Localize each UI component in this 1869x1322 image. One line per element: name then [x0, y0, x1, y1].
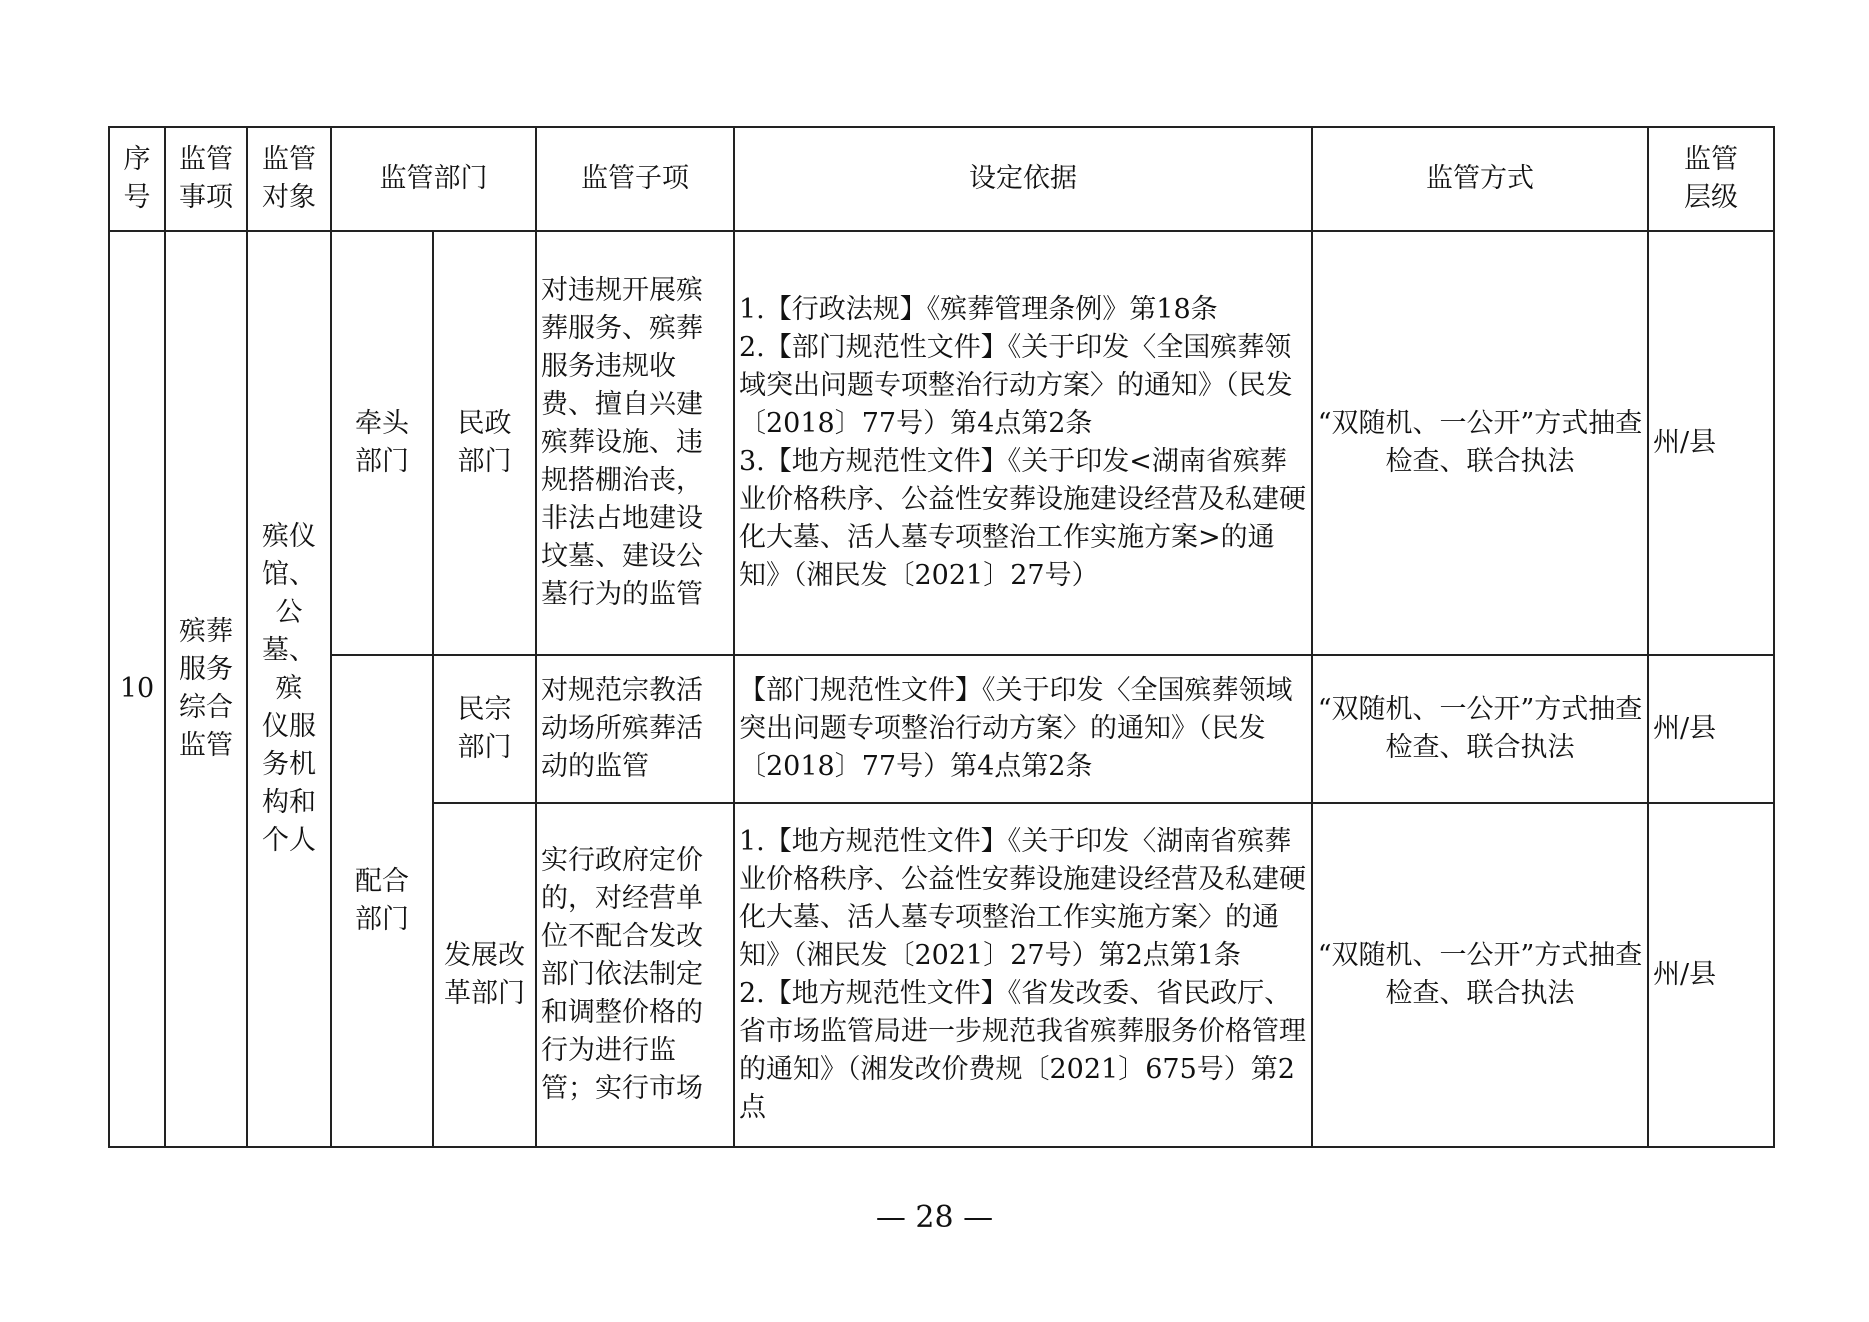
header-level: 监管 层级	[1648, 127, 1774, 231]
level-cell: 州/县	[1648, 803, 1774, 1147]
header-dept: 监管部门	[331, 127, 536, 231]
dept-cell: 发展改 革部门	[433, 803, 536, 1147]
supervision-table	[108, 126, 1775, 1148]
header-no: 序 号	[109, 127, 165, 231]
header-target: 监管 对象	[247, 127, 331, 231]
header-row	[109, 127, 1774, 231]
dept-cell: 民宗 部门	[433, 655, 536, 803]
basis-cell: 【部门规范性文件】《关于印发〈全国殡葬领域突出问题专项整治行动方案〉的通知》（民发〔2018〕77号）第4点第2条	[734, 655, 1312, 803]
header-basis: 设定依据	[734, 127, 1312, 231]
row-no: 10	[109, 231, 165, 1147]
level-cell: 州/县	[1648, 655, 1774, 803]
level-cell: 州/县	[1648, 231, 1774, 655]
header-subitem: 监管子项	[536, 127, 734, 231]
group-lead: 牵头 部门	[331, 231, 433, 655]
row-item: 殡葬 服务 综合 监管	[165, 231, 247, 1147]
header-item: 监管 事项	[165, 127, 247, 231]
page-number: — 28 —	[875, 1200, 994, 1235]
row-target: 殡仪 馆、公 墓、殡 仪服 务机 构和 个人	[247, 231, 331, 1147]
header-method: 监管方式	[1312, 127, 1648, 231]
basis-cell: 1.【行政法规】《殡葬管理条例》第18条 2.【部门规范性文件】《关于印发〈全国殡葬领域突出问题专项整治行动方案〉的通知》（民发〔2018〕77号）第4点第2条 3.【地方规范性文件】《关于印发<湖南省殡葬业价格秩序、公益性安葬设施建设经营及私建硬化大墓、活人墓专项整治工作实施方案>的通知》（湘民发〔2021〕27号）	[734, 231, 1312, 655]
dept-cell: 民政 部门	[433, 231, 536, 655]
subitem-cell: 对违规开展殡葬服务、殡葬服务违规收费、擅自兴建殡葬设施、违规搭棚治丧，非法占地建设坟墓、建设公墓行为的监管	[536, 231, 734, 655]
subitem-cell: 对规范宗教活动场所殡葬活动的监管	[536, 655, 734, 803]
method-cell: “双随机、一公开”方式抽查检查、联合执法	[1312, 655, 1648, 803]
group-cooperate: 配合 部门	[331, 655, 433, 1147]
method-cell: “双随机、一公开”方式抽查检查、联合执法	[1312, 803, 1648, 1147]
subitem-cell: 实行政府定价的，对经营单位不配合发改部门依法制定和调整价格的行为进行监管；实行市场	[536, 803, 734, 1147]
table-row	[109, 655, 1774, 803]
method-cell: “双随机、一公开”方式抽查检查、联合执法	[1312, 231, 1648, 655]
basis-cell: 1.【地方规范性文件】《关于印发〈湖南省殡葬业价格秩序、公益性安葬设施建设经营及私建硬化大墓、活人墓专项整治工作实施方案〉的通知》（湘民发〔2021〕27号）第2点第1条 2.【地方规范性文件】《省发改委、省民政厅、省市场监管局进一步规范我省殡葬服务价格管理的通知》（湘发改价费规〔2021〕675号）第2点	[734, 803, 1312, 1147]
table-row	[109, 231, 1774, 655]
